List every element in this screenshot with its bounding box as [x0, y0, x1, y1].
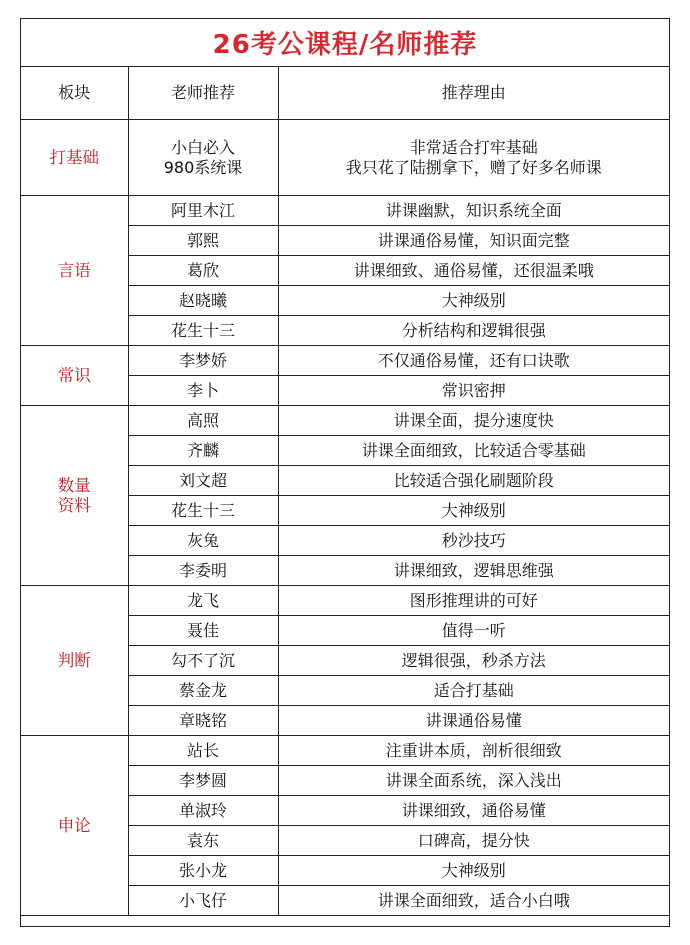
teacher-line: 小白必入 [170, 137, 235, 157]
section-label: 言语 [21, 196, 128, 346]
reason-cell: 口碑高，提分快 [278, 826, 669, 856]
table-row [21, 406, 669, 436]
teacher-cell: 高照 [128, 406, 278, 436]
table-row [21, 736, 669, 766]
teacher-cell: 葛欣 [128, 256, 278, 286]
table-row [21, 196, 669, 226]
reason-cell: 讲课全面，提分速度快 [278, 406, 669, 436]
reason-cell: 图形推理讲的可好 [278, 586, 669, 616]
section-label-line: 资料 [57, 495, 91, 515]
teacher-cell: 蔡金龙 [128, 676, 278, 706]
teacher-cell: 花生十三 [128, 316, 278, 346]
table-row [21, 346, 669, 376]
teacher-cell: 赵晓曦 [128, 286, 278, 316]
reason-cell: 逻辑很强，秒杀方法 [278, 646, 669, 676]
teacher-line: 980系统课 [163, 157, 243, 177]
header-section: 板块 [21, 67, 128, 120]
reason-cell: 比较适合强化刷题阶段 [278, 466, 669, 496]
section-label: 判断 [21, 586, 128, 736]
section-label [21, 406, 128, 586]
teacher-cell: 李梦圆 [128, 766, 278, 796]
reason-cell: 分析结构和逻辑很强 [278, 316, 669, 346]
teacher-cell: 小飞仔 [128, 886, 278, 916]
reason-line: 我只花了陆捌拿下，赠了好多名师课 [345, 157, 602, 177]
reason-cell: 讲课全面细致，比较适合零基础 [278, 436, 669, 466]
table-row [21, 120, 669, 196]
recommendation-table [21, 67, 669, 916]
teacher-cell: 齐麟 [128, 436, 278, 466]
reason-cell: 讲课通俗易懂，知识面完整 [278, 226, 669, 256]
reason-cell: 讲课幽默，知识系统全面 [278, 196, 669, 226]
teacher-cell: 勾不了沉 [128, 646, 278, 676]
reason-cell: 讲课通俗易懂 [278, 706, 669, 736]
section-label: 常识 [21, 346, 128, 406]
reason-cell: 注重讲本质，剖析很细致 [278, 736, 669, 766]
table-row [21, 586, 669, 616]
reason-cell: 常识密押 [278, 376, 669, 406]
teacher-cell [128, 120, 278, 196]
teacher-cell: 阿里木江 [128, 196, 278, 226]
reason-cell: 讲课细致，逻辑思维强 [278, 556, 669, 586]
teacher-cell: 龙飞 [128, 586, 278, 616]
header-teacher: 老师推荐 [128, 67, 278, 120]
reason-cell: 不仅通俗易懂，还有口诀歌 [278, 346, 669, 376]
teacher-cell: 刘文超 [128, 466, 278, 496]
teacher-cell: 灰兔 [128, 526, 278, 556]
page-title: 26考公课程/名师推荐 [21, 19, 669, 67]
teacher-cell: 章晓铭 [128, 706, 278, 736]
teacher-cell: 聂佳 [128, 616, 278, 646]
reason-cell: 值得一听 [278, 616, 669, 646]
teacher-cell: 花生十三 [128, 496, 278, 526]
reason-cell: 大神级别 [278, 286, 669, 316]
teacher-cell: 李梦娇 [128, 346, 278, 376]
reason-line: 非常适合打牢基础 [409, 137, 538, 157]
section-label: 申论 [21, 736, 128, 916]
header-reason: 推荐理由 [278, 67, 669, 120]
reason-cell: 讲课全面细致，适合小白哦 [278, 886, 669, 916]
teacher-cell: 郭熙 [128, 226, 278, 256]
teacher-cell: 张小龙 [128, 856, 278, 886]
teacher-cell: 李委明 [128, 556, 278, 586]
recommendation-sheet [20, 18, 670, 927]
teacher-cell: 袁东 [128, 826, 278, 856]
reason-cell: 适合打基础 [278, 676, 669, 706]
reason-cell: 大神级别 [278, 856, 669, 886]
teacher-cell: 李卜 [128, 376, 278, 406]
teacher-cell: 站长 [128, 736, 278, 766]
reason-cell: 讲课细致，通俗易懂 [278, 796, 669, 826]
header-row [21, 67, 669, 120]
reason-cell: 秒沙技巧 [278, 526, 669, 556]
reason-cell [278, 120, 669, 196]
reason-cell: 大神级别 [278, 496, 669, 526]
section-label-line: 数量 [57, 475, 91, 495]
reason-cell: 讲课全面系统，深入浅出 [278, 766, 669, 796]
section-label: 打基础 [21, 120, 128, 196]
reason-cell: 讲课细致、通俗易懂，还很温柔哦 [278, 256, 669, 286]
teacher-cell: 单淑玲 [128, 796, 278, 826]
